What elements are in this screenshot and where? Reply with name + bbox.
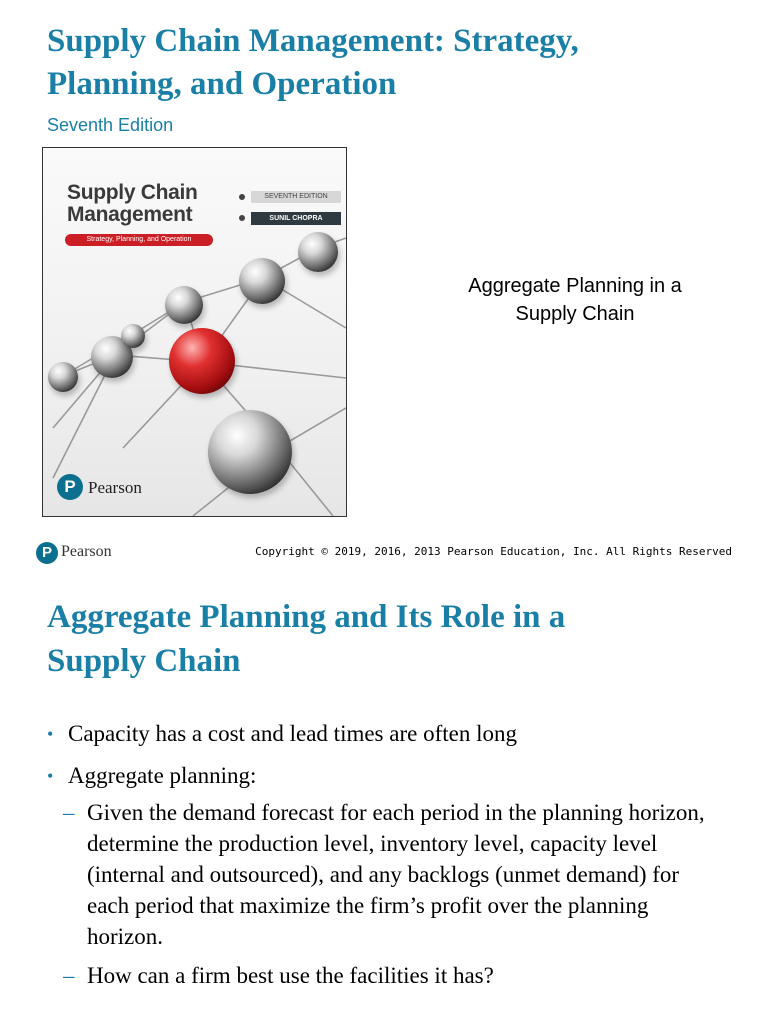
chapter-title: Aggregate Planning in a Supply Chain xyxy=(468,275,682,325)
pearson-logo-icon: P xyxy=(57,474,83,500)
bullet-text: Aggregate planning: xyxy=(68,763,257,788)
dash-icon: – xyxy=(63,800,75,825)
cover-dot xyxy=(239,194,245,200)
sub-bullet-item xyxy=(47,797,707,952)
sub-bullet-item xyxy=(47,960,707,991)
sub-bullet-list xyxy=(47,797,737,991)
sub-bullet-text: Given the demand forecast for each period in the planning horizon, determine the production level, inventory level, capacity level (internal and outsourced), and any backlogs (unmet demand) for each period that maximize the firm’s profit over the planning horizon. xyxy=(87,800,705,949)
pearson-logo-icon: P xyxy=(36,542,58,564)
slide-title: Aggregate Planning and Its Role in a Supply Chain xyxy=(47,599,566,679)
copyright-notice: Copyright © 2019, 2016, 2013 Pearson Education, Inc. All Rights Reserved xyxy=(255,545,732,558)
bullet-item xyxy=(47,719,737,749)
footer-brand: Pearson xyxy=(61,543,112,560)
sphere xyxy=(208,410,292,494)
cover-author: SUNIL CHOPRA xyxy=(251,212,341,225)
sphere xyxy=(298,232,338,272)
bullet-item xyxy=(47,761,737,991)
cover-dot xyxy=(239,215,245,221)
cover-subtitle: Strategy, Planning, and Operation xyxy=(65,234,213,246)
cover-edition: SEVENTH EDITION xyxy=(251,191,341,203)
bullet-icon: • xyxy=(47,724,54,744)
sphere xyxy=(165,286,203,324)
bullet-list xyxy=(47,719,737,991)
sphere xyxy=(239,258,285,304)
sphere xyxy=(48,362,78,392)
dash-icon: – xyxy=(63,963,75,988)
bullet-text: Capacity has a cost and lead times are often long xyxy=(68,721,517,746)
sub-bullet-text: How can a firm best use the facilities it has? xyxy=(87,963,494,988)
cover-title xyxy=(67,182,198,226)
cover-publisher: Pearson xyxy=(88,478,142,497)
edition-label: Seventh Edition xyxy=(47,115,174,135)
content-slide xyxy=(0,578,768,1024)
book-title: Supply Chain Management: Strategy, Planning, and Operation xyxy=(47,23,579,102)
cover-title-line: Management xyxy=(67,203,193,226)
cover-title-line: Supply Chain xyxy=(67,181,198,204)
sphere xyxy=(121,324,145,348)
book-cover xyxy=(42,147,347,517)
red-sphere xyxy=(169,328,235,394)
bullet-icon: • xyxy=(47,766,54,786)
